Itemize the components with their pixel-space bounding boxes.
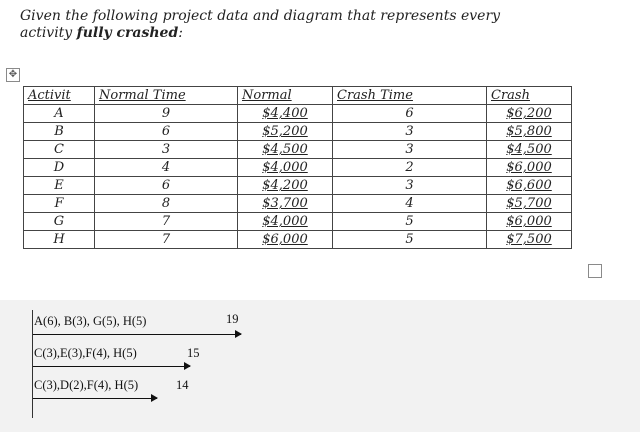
cell-normal-cost: $4,400 xyxy=(238,105,333,123)
cell-normal-time: 4 xyxy=(95,159,238,177)
cell-normal-time: 6 xyxy=(95,177,238,195)
cell-normal-cost: $4,000 xyxy=(238,213,333,231)
cell-crash-cost: $5,700 xyxy=(487,195,572,213)
intro-line-2-prefix: activity xyxy=(20,25,77,41)
cell-normal-cost: $3,700 xyxy=(238,195,333,213)
cell-crash-time: 3 xyxy=(333,123,487,141)
cell-normal-cost: $6,000 xyxy=(238,231,333,249)
table-row xyxy=(24,123,572,141)
table-row xyxy=(24,213,572,231)
cell-activity: H xyxy=(24,231,95,249)
cell-normal-cost: $5,200 xyxy=(238,123,333,141)
table-row xyxy=(24,177,572,195)
cell-crash-cost: $6,000 xyxy=(487,159,572,177)
critical-path-diagram xyxy=(0,300,640,432)
intro-line-1: Given the following project data and diagram that represents every xyxy=(20,8,501,24)
header-normal-cost: Normal xyxy=(238,87,333,105)
table-row xyxy=(24,105,572,123)
cell-crash-cost: $7,500 xyxy=(487,231,572,249)
cell-activity: F xyxy=(24,195,95,213)
cell-normal-time: 8 xyxy=(95,195,238,213)
intro-line-2-bold: fully crashed xyxy=(76,25,179,41)
cell-crash-time: 5 xyxy=(333,213,487,231)
cell-normal-time: 3 xyxy=(95,141,238,159)
cell-crash-cost: $4,500 xyxy=(487,141,572,159)
cell-activity: A xyxy=(24,105,95,123)
cell-crash-time: 3 xyxy=(333,141,487,159)
header-crash-cost: Crash xyxy=(487,87,572,105)
path-3-label: C(3),D(2),F(4), H(5) xyxy=(34,378,139,392)
cell-normal-time: 6 xyxy=(95,123,238,141)
diagram-axis-line xyxy=(32,310,33,418)
cell-crash-time: 6 xyxy=(333,105,487,123)
cell-crash-time: 5 xyxy=(333,231,487,249)
cell-normal-time: 9 xyxy=(95,105,238,123)
path-1-total: 19 xyxy=(226,312,239,326)
cell-activity: D xyxy=(24,159,95,177)
table-row xyxy=(24,159,572,177)
table-header-row xyxy=(24,87,572,105)
path-2-label: C(3),E(3),F(4), H(5) xyxy=(34,346,137,360)
intro-line-2 xyxy=(20,25,620,42)
path-3-total: 14 xyxy=(176,378,189,392)
path-1-arrow xyxy=(33,334,241,335)
table-move-handle-icon[interactable]: ✥ xyxy=(6,68,20,82)
table-resize-handle-icon[interactable] xyxy=(588,264,602,278)
cell-activity: E xyxy=(24,177,95,195)
cell-crash-time: 3 xyxy=(333,177,487,195)
header-crash-time: Crash Time xyxy=(333,87,487,105)
cell-normal-cost: $4,500 xyxy=(238,141,333,159)
cell-activity: B xyxy=(24,123,95,141)
cell-crash-cost: $6,200 xyxy=(487,105,572,123)
cell-crash-cost: $6,600 xyxy=(487,177,572,195)
cell-crash-cost: $6,000 xyxy=(487,213,572,231)
table-row xyxy=(24,231,572,249)
table-row xyxy=(24,141,572,159)
cell-activity: G xyxy=(24,213,95,231)
project-data-table xyxy=(23,86,572,249)
cell-normal-time: 7 xyxy=(95,213,238,231)
cell-activity: C xyxy=(24,141,95,159)
header-activity: Activit xyxy=(24,87,95,105)
cell-crash-cost: $5,800 xyxy=(487,123,572,141)
cell-crash-time: 2 xyxy=(333,159,487,177)
path-1-label: A(6), B(3), G(5), H(5) xyxy=(34,314,147,328)
header-normal-time: Normal Time xyxy=(95,87,238,105)
cell-crash-time: 4 xyxy=(333,195,487,213)
cell-normal-cost: $4,000 xyxy=(238,159,333,177)
table-row xyxy=(24,195,572,213)
intro-line-2-suffix: : xyxy=(178,25,183,41)
cell-normal-cost: $4,200 xyxy=(238,177,333,195)
path-2-arrow xyxy=(33,366,190,367)
path-2-total: 15 xyxy=(187,346,200,360)
path-3-arrow xyxy=(33,398,157,399)
intro-text xyxy=(20,8,620,42)
cell-normal-time: 7 xyxy=(95,231,238,249)
